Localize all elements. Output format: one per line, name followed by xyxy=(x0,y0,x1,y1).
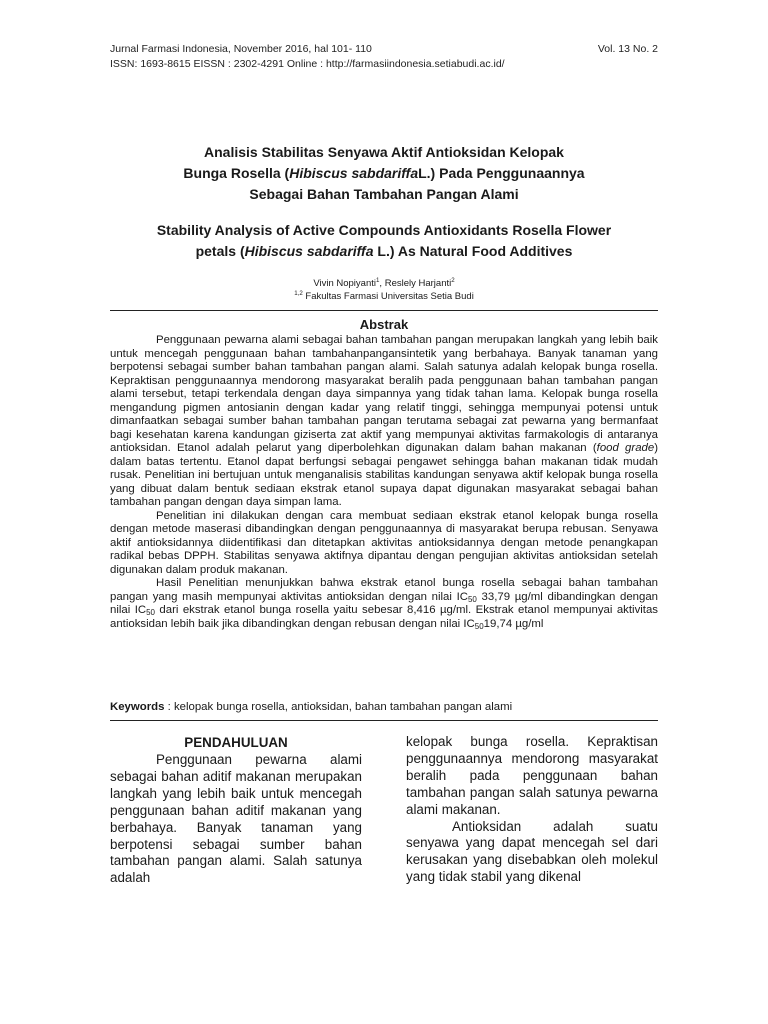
affiliation-marker: 2 xyxy=(451,277,455,284)
abstract-paragraph: Penggunaan pewarna alami sebagai bahan tambahan pangan merupakan langkah yang lebih baik untuk mencegah penggunaan bahan tambahanpangansintetik yang berbahaya. Banyak tanaman yang berpotensi sebagai sumber bahan tambahan pangan alami. Salah satunya adalah kelopak bunga rosella. Kepraktisan penggunaannya mendorong masyarakat beralih pada penggunaan bahan tambahan pangan alami tersebut, tetapi terkendala dengan daya simpannya yang tidak tahan lama. Kelopak bunga rosella mengandung pigmen antosianin dengan kadar yang relatif tinggi, sehingga mempunyai potensi untuk dimanfaatkan sebagai sumber bahan tambahan pangan terutama sebagai zat pewarna yang bermanfaat bagi kesehatan karena kandungan giziserta zat aktif yang mempunyai aktivitas farmakologis di antaranya antioksidan. Etanol adalah pelarut yang diperbolehkan digunakan dalam bahan makanan (food grade) dalam batas tertentu. Etanol dapat berfungsi sebagai pengawet sehingga bahan makanan tidak mudah rusak. Penelitian ini bertujuan untuk menganalisis stabilitas kandungan senyawa aktif kelopak bunga rosella yang dibuat dalam bentuk sediaan ekstrak etanol supaya dapat digunakan masyarakat sebagai bahan tambahan pangan dengan daya simpan lama. xyxy=(110,334,658,508)
species-name: Hibiscus sabdariffa xyxy=(289,165,419,181)
column-right xyxy=(406,734,658,886)
body-paragraph: Antioksidan adalah suatu senyawa yang dapat mencegah sel dari kerusakan yang disebabkan oleh molekul yang tidak stabil yang dikenal xyxy=(406,818,658,885)
title-id-line-2: Bunga Rosella (Hibiscus sabdariffaL.) Pada Penggunaannya xyxy=(183,165,585,181)
issn-line: ISSN: 1693-8615 EISSN : 2302-4291 Online : http://farmasiindonesia.setiabudi.ac.id/ xyxy=(110,58,505,70)
divider xyxy=(110,310,658,311)
body-paragraph: kelopak bunga rosella. Kepraktisan penggunaannya mendorong masyarakat beralih pada penggunaan bahan tambahan pangan salah satunya pewarna alami makanan. xyxy=(406,734,658,817)
affiliation-marker: 1,2 xyxy=(294,290,303,297)
body-paragraph: Penggunaan pewarna alami sebagai bahan aditif makanan merupakan langkah yang lebih baik untuk mencegah penggunaan bahan aditif makanan yang berbahaya. Banyak tanaman yang berpotensi sebagai sumber bahan tambahan pangan alami. Salah satunya adalah xyxy=(110,752,362,886)
abstract-paragraph: Hasil Penelitian menunjukkan bahwa ekstrak etanol bunga rosella sebagai bahan tambahan pangan yang masih mempunyai aktivitas antioksidan dengan nilai $IC_{50}$ 33,79 µg/ml dibandingkan dengan nilai $IC_{50}$ dari ekstrak etanol bunga rosella yaitu sebesar 8,416 µg/ml. Ekstrak etanol mempunyai aktivitas antioksidan lebih baik jika dibandingkan dengan rebusan dengan nilai $IC_{50}19,74$ µg/ml xyxy=(110,577,658,631)
journal-citation: Jurnal Farmasi Indonesia, November 2016, hal 101- 110 xyxy=(110,43,372,55)
abstract-body xyxy=(110,334,658,631)
title-indonesian xyxy=(110,142,658,205)
title-english xyxy=(110,220,658,262)
author-list: Vivin Nopiyanti$^1$, Reslely Harjanti$^2$ xyxy=(313,277,455,289)
section-heading: PENDAHULUAN xyxy=(184,735,288,750)
abstract-paragraph: Penelitian ini dilakukan dengan cara membuat sediaan ekstrak etanol kelopak bunga rosella dengan metode maserasi dibandingkan dengan penggunaannya di masyarakat berupa rebusan. Senyawa aktif antioksidannya diidentifikasi dan ditetapkan aktivitas antioksidannya dengan metode penangkapan radikal bebas DPPH. Stabilitas senyawa aktifnya dipantau dengan pengujian aktivitas antioksidan setelah digunakan dalam produk makanan. xyxy=(110,509,658,576)
author-name: Vivin Nopiyanti xyxy=(313,278,376,289)
title-id-line-3: Sebagai Bahan Tambahan Pangan Alami xyxy=(249,186,519,202)
title-en-line-2: petals (Hibiscus sabdariffa L.) As Natural Food Additives xyxy=(195,243,573,259)
keywords-label: Keywords xyxy=(110,701,165,713)
running-head xyxy=(110,42,658,72)
affiliation-text: Fakultas Farmasi Universitas Setia Budi xyxy=(302,291,474,302)
volume-number: Vol. 13 No. 2 xyxy=(597,43,658,55)
title-en-line-1: Stability Analysis of Active Compounds Antioxidants Rosella Flower xyxy=(156,222,612,238)
affiliation xyxy=(110,290,658,303)
abstract-heading: Abstrak xyxy=(359,317,409,332)
affiliation-marker: 1 xyxy=(375,277,380,284)
keywords xyxy=(110,700,658,714)
divider xyxy=(110,720,658,721)
author-name: Reslely Harjanti xyxy=(384,278,452,289)
column-left xyxy=(110,734,362,887)
title-id-line-1: Analisis Stabilitas Senyawa Aktif Antioksidan Kelopak xyxy=(204,144,564,160)
species-name: Hibiscus sabdariffa xyxy=(244,243,374,259)
keywords-text: : kelopak bunga rosella, antioksidan, bahan tambahan pangan alami xyxy=(164,701,513,713)
